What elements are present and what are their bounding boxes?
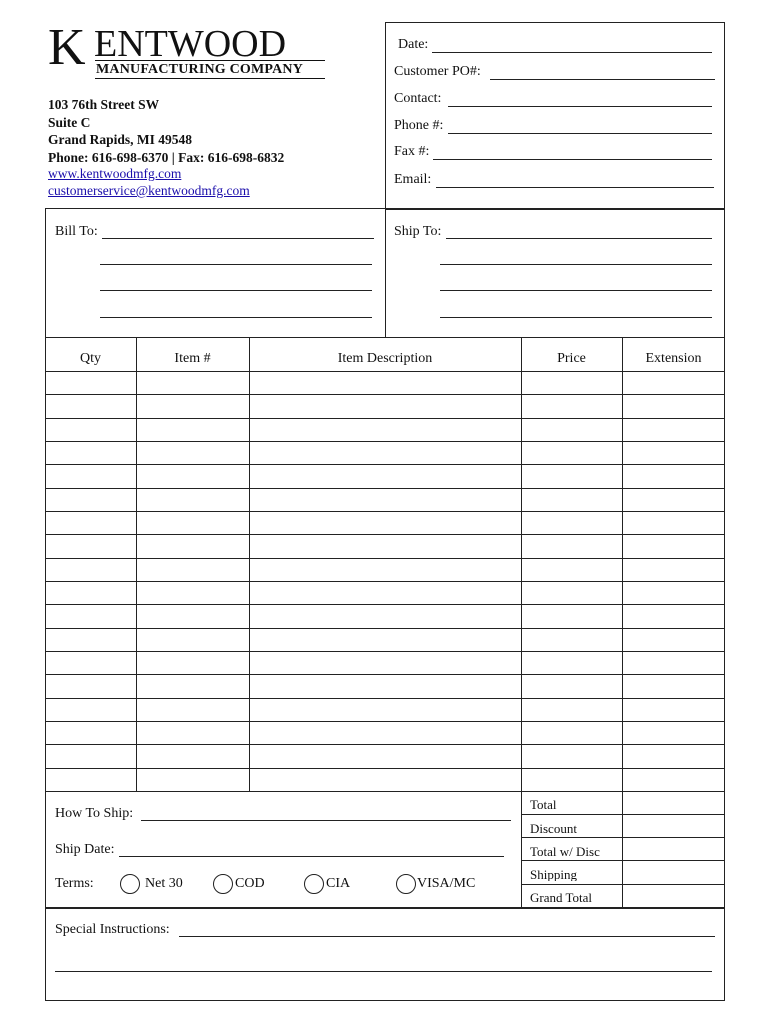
ship-to-label: Ship To: — [394, 224, 442, 239]
totals-value-cells[interactable] — [622, 791, 725, 908]
ship-date-label: Ship Date: — [55, 842, 115, 857]
table-column-divider — [521, 337, 522, 791]
terms-option-cod: COD — [235, 876, 265, 891]
logo-wordmark: ENTWOOD — [94, 23, 287, 65]
total-with-discount-label: Total w/ Disc — [530, 844, 600, 859]
website-link[interactable]: www.kentwoodmfg.com — [48, 166, 182, 181]
table-row — [45, 628, 725, 629]
ship-to-line-4[interactable] — [440, 317, 712, 318]
how-to-ship-label: How To Ship: — [55, 806, 134, 821]
terms-radio-cia[interactable] — [304, 874, 324, 894]
logo-initial: K — [48, 19, 85, 76]
logo-rule-top — [95, 60, 325, 61]
col-header-item-number: Item # — [174, 351, 211, 366]
how-to-ship-field[interactable] — [141, 820, 511, 821]
special-instructions-line-2[interactable] — [55, 971, 712, 972]
table-row — [45, 558, 725, 559]
terms-radio-net30[interactable] — [120, 874, 140, 894]
special-instructions-line-1[interactable] — [179, 936, 715, 937]
table-row — [45, 441, 725, 442]
terms-label: Terms: — [55, 876, 94, 891]
col-header-price: Price — [557, 351, 586, 366]
email-field[interactable] — [436, 187, 714, 188]
col-header-qty: Qty — [80, 351, 101, 366]
table-column-divider — [622, 337, 623, 791]
grand-total-label: Grand Total — [530, 890, 593, 905]
fax-field[interactable] — [433, 159, 712, 160]
total-label: Total — [530, 797, 557, 812]
table-row — [45, 674, 725, 675]
table-row — [45, 604, 725, 605]
address-divider — [385, 208, 386, 338]
table-row — [45, 581, 725, 582]
contact-field[interactable] — [448, 106, 712, 107]
address-line: 103 76th Street SW — [48, 97, 160, 112]
logo-rule-bottom — [95, 78, 325, 79]
terms-radio-visa-mc[interactable] — [396, 874, 416, 894]
date-field[interactable] — [432, 52, 712, 53]
phone-field[interactable] — [448, 133, 712, 134]
ship-date-field[interactable] — [119, 856, 504, 857]
bill-to-line-2[interactable] — [100, 264, 372, 265]
bill-to-line-4[interactable] — [100, 317, 372, 318]
contact-label: Contact: — [394, 91, 442, 106]
table-row — [45, 651, 725, 652]
bill-to-label: Bill To: — [55, 224, 98, 239]
terms-radio-cod[interactable] — [213, 874, 233, 894]
terms-option-cia: CIA — [326, 876, 351, 891]
table-row — [45, 744, 725, 745]
phone-fax-line: Phone: 616-698-6370 | Fax: 616-698-6832 — [48, 149, 285, 165]
table-row — [45, 371, 725, 372]
company-address — [48, 96, 284, 166]
date-label: Date: — [398, 37, 429, 52]
order-info-box — [385, 22, 725, 210]
shipping-label: Shipping — [530, 867, 577, 881]
table-column-divider — [249, 337, 250, 791]
table-row — [45, 464, 725, 465]
ship-to-line-2[interactable] — [440, 264, 712, 265]
table-row — [45, 534, 725, 535]
special-instructions-label: Special Instructions: — [55, 922, 170, 937]
table-row — [45, 511, 725, 512]
table-row — [45, 418, 725, 419]
col-header-description: Item Description — [337, 351, 433, 366]
table-row — [45, 721, 725, 722]
discount-label: Discount — [530, 821, 577, 836]
email-link[interactable]: customerservice@kentwoodmfg.com — [48, 183, 250, 198]
table-row — [45, 488, 725, 489]
ship-to-line-3[interactable] — [440, 290, 712, 291]
table-row — [45, 394, 725, 395]
bill-to-line-1[interactable] — [102, 238, 374, 239]
ship-to-line-1[interactable] — [446, 238, 712, 239]
table-row — [45, 768, 725, 769]
address-line: Grand Rapids, MI 49548 — [48, 132, 193, 147]
table-column-divider — [136, 337, 137, 791]
terms-option-net30: Net 30 — [145, 876, 183, 891]
address-line: Suite C — [48, 114, 91, 130]
terms-option-visa-mc: VISA/MC — [417, 876, 476, 891]
customer-po-field[interactable] — [490, 79, 715, 80]
items-table — [45, 337, 725, 792]
col-header-extension: Extension — [645, 351, 702, 366]
email-label: Email: — [394, 172, 432, 187]
bill-to-line-3[interactable] — [100, 290, 372, 291]
fax-label: Fax #: — [394, 144, 430, 159]
table-row — [45, 698, 725, 699]
logo-subtitle: MANUFACTURING COMPANY — [96, 62, 304, 77]
phone-label: Phone #: — [394, 118, 444, 133]
customer-po-label: Customer PO#: — [394, 64, 481, 79]
